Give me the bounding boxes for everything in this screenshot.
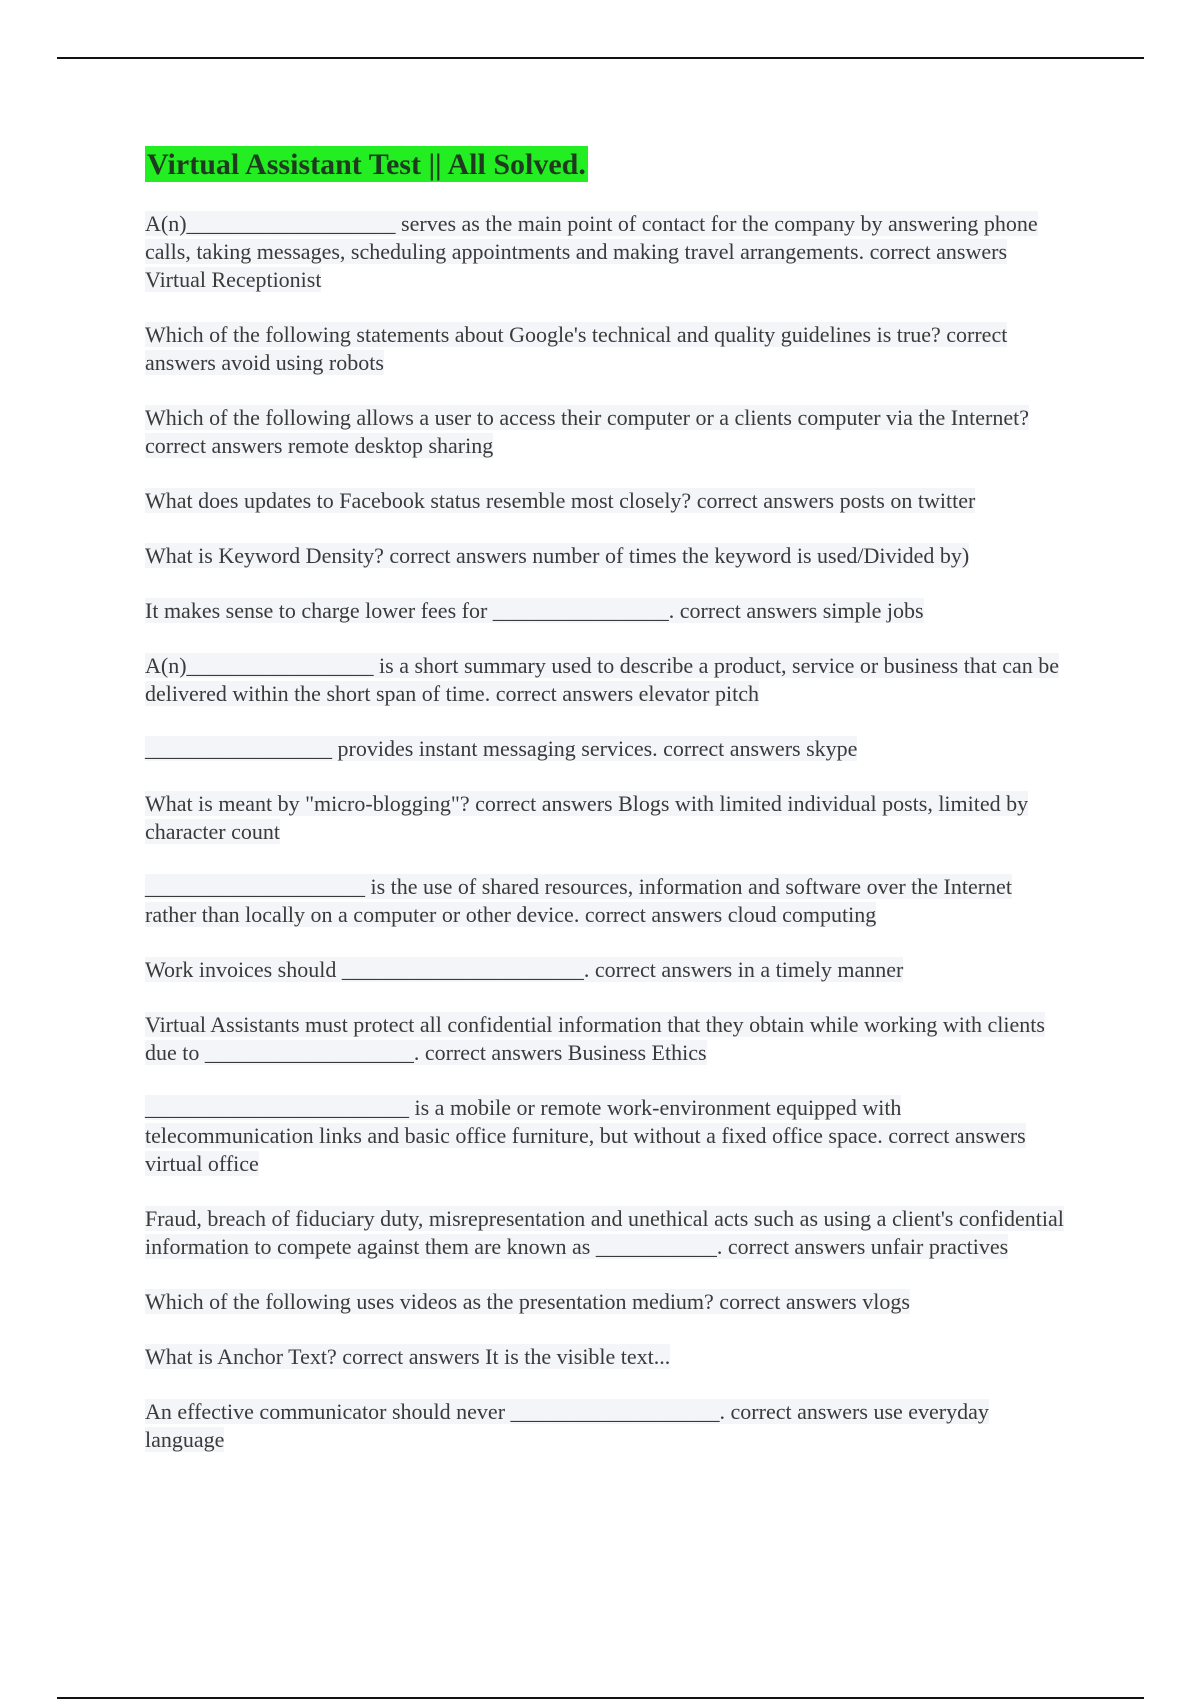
document-body xyxy=(145,146,1065,1481)
header-rule xyxy=(57,57,1144,59)
qa-item: Fraud, breach of fiduciary duty, misrepresentation and unethical acts such as using a client's confidential information to compete against them are known as ___________. correct answers unfair practives xyxy=(145,1206,1064,1259)
qa-item: _________________ provides instant messaging services. correct answers skype xyxy=(145,736,858,761)
qa-item: Which of the following uses videos as the presentation medium? correct answers vlogs xyxy=(145,1289,910,1314)
document-title: Virtual Assistant Test || All Solved. xyxy=(147,148,586,181)
qa-item: A(n)___________________ serves as the main point of contact for the company by answering phone calls, taking messages, scheduling appointments and making travel arrangements. correct answers Virtual Receptionist xyxy=(145,211,1038,292)
qa-item: ____________________ is the use of shared resources, information and software over the Internet rather than locally on a computer or other device. correct answers cloud computing xyxy=(145,874,1012,927)
qa-item: It makes sense to charge lower fees for ________________. correct answers simple jobs xyxy=(145,598,924,623)
qa-item: Which of the following statements about Google's technical and quality guidelines is true? correct answers avoid using robots xyxy=(145,322,1008,375)
qa-item: ________________________ is a mobile or remote work-environment equipped with telecommunication links and basic office furniture, but without a fixed office space. correct answers virtual office xyxy=(145,1095,1026,1176)
qa-item: Virtual Assistants must protect all confidential information that they obtain while working with clients due to ___________________. correct answers Business Ethics xyxy=(145,1012,1045,1065)
qa-item: An effective communicator should never ___________________. correct answers use everyday language xyxy=(145,1399,989,1452)
footer-rule xyxy=(57,1697,1144,1699)
qa-item: What is Keyword Density? correct answers number of times the keyword is used/Divided by) xyxy=(145,543,970,568)
qa-item: What does updates to Facebook status resemble most closely? correct answers posts on twitter xyxy=(145,488,976,513)
qa-item: What is meant by "micro-blogging"? correct answers Blogs with limited individual posts, limited by character count xyxy=(145,791,1029,844)
qa-item: A(n)_________________ is a short summary used to describe a product, service or business that can be delivered within the short span of time. correct answers elevator pitch xyxy=(145,653,1060,706)
qa-item: What is Anchor Text? correct answers It is the visible text... xyxy=(145,1344,671,1369)
qa-item: Which of the following allows a user to access their computer or a clients computer via the Internet? correct answers remote desktop sharing xyxy=(145,405,1029,458)
qa-item: Work invoices should ______________________. correct answers in a timely manner xyxy=(145,957,904,982)
